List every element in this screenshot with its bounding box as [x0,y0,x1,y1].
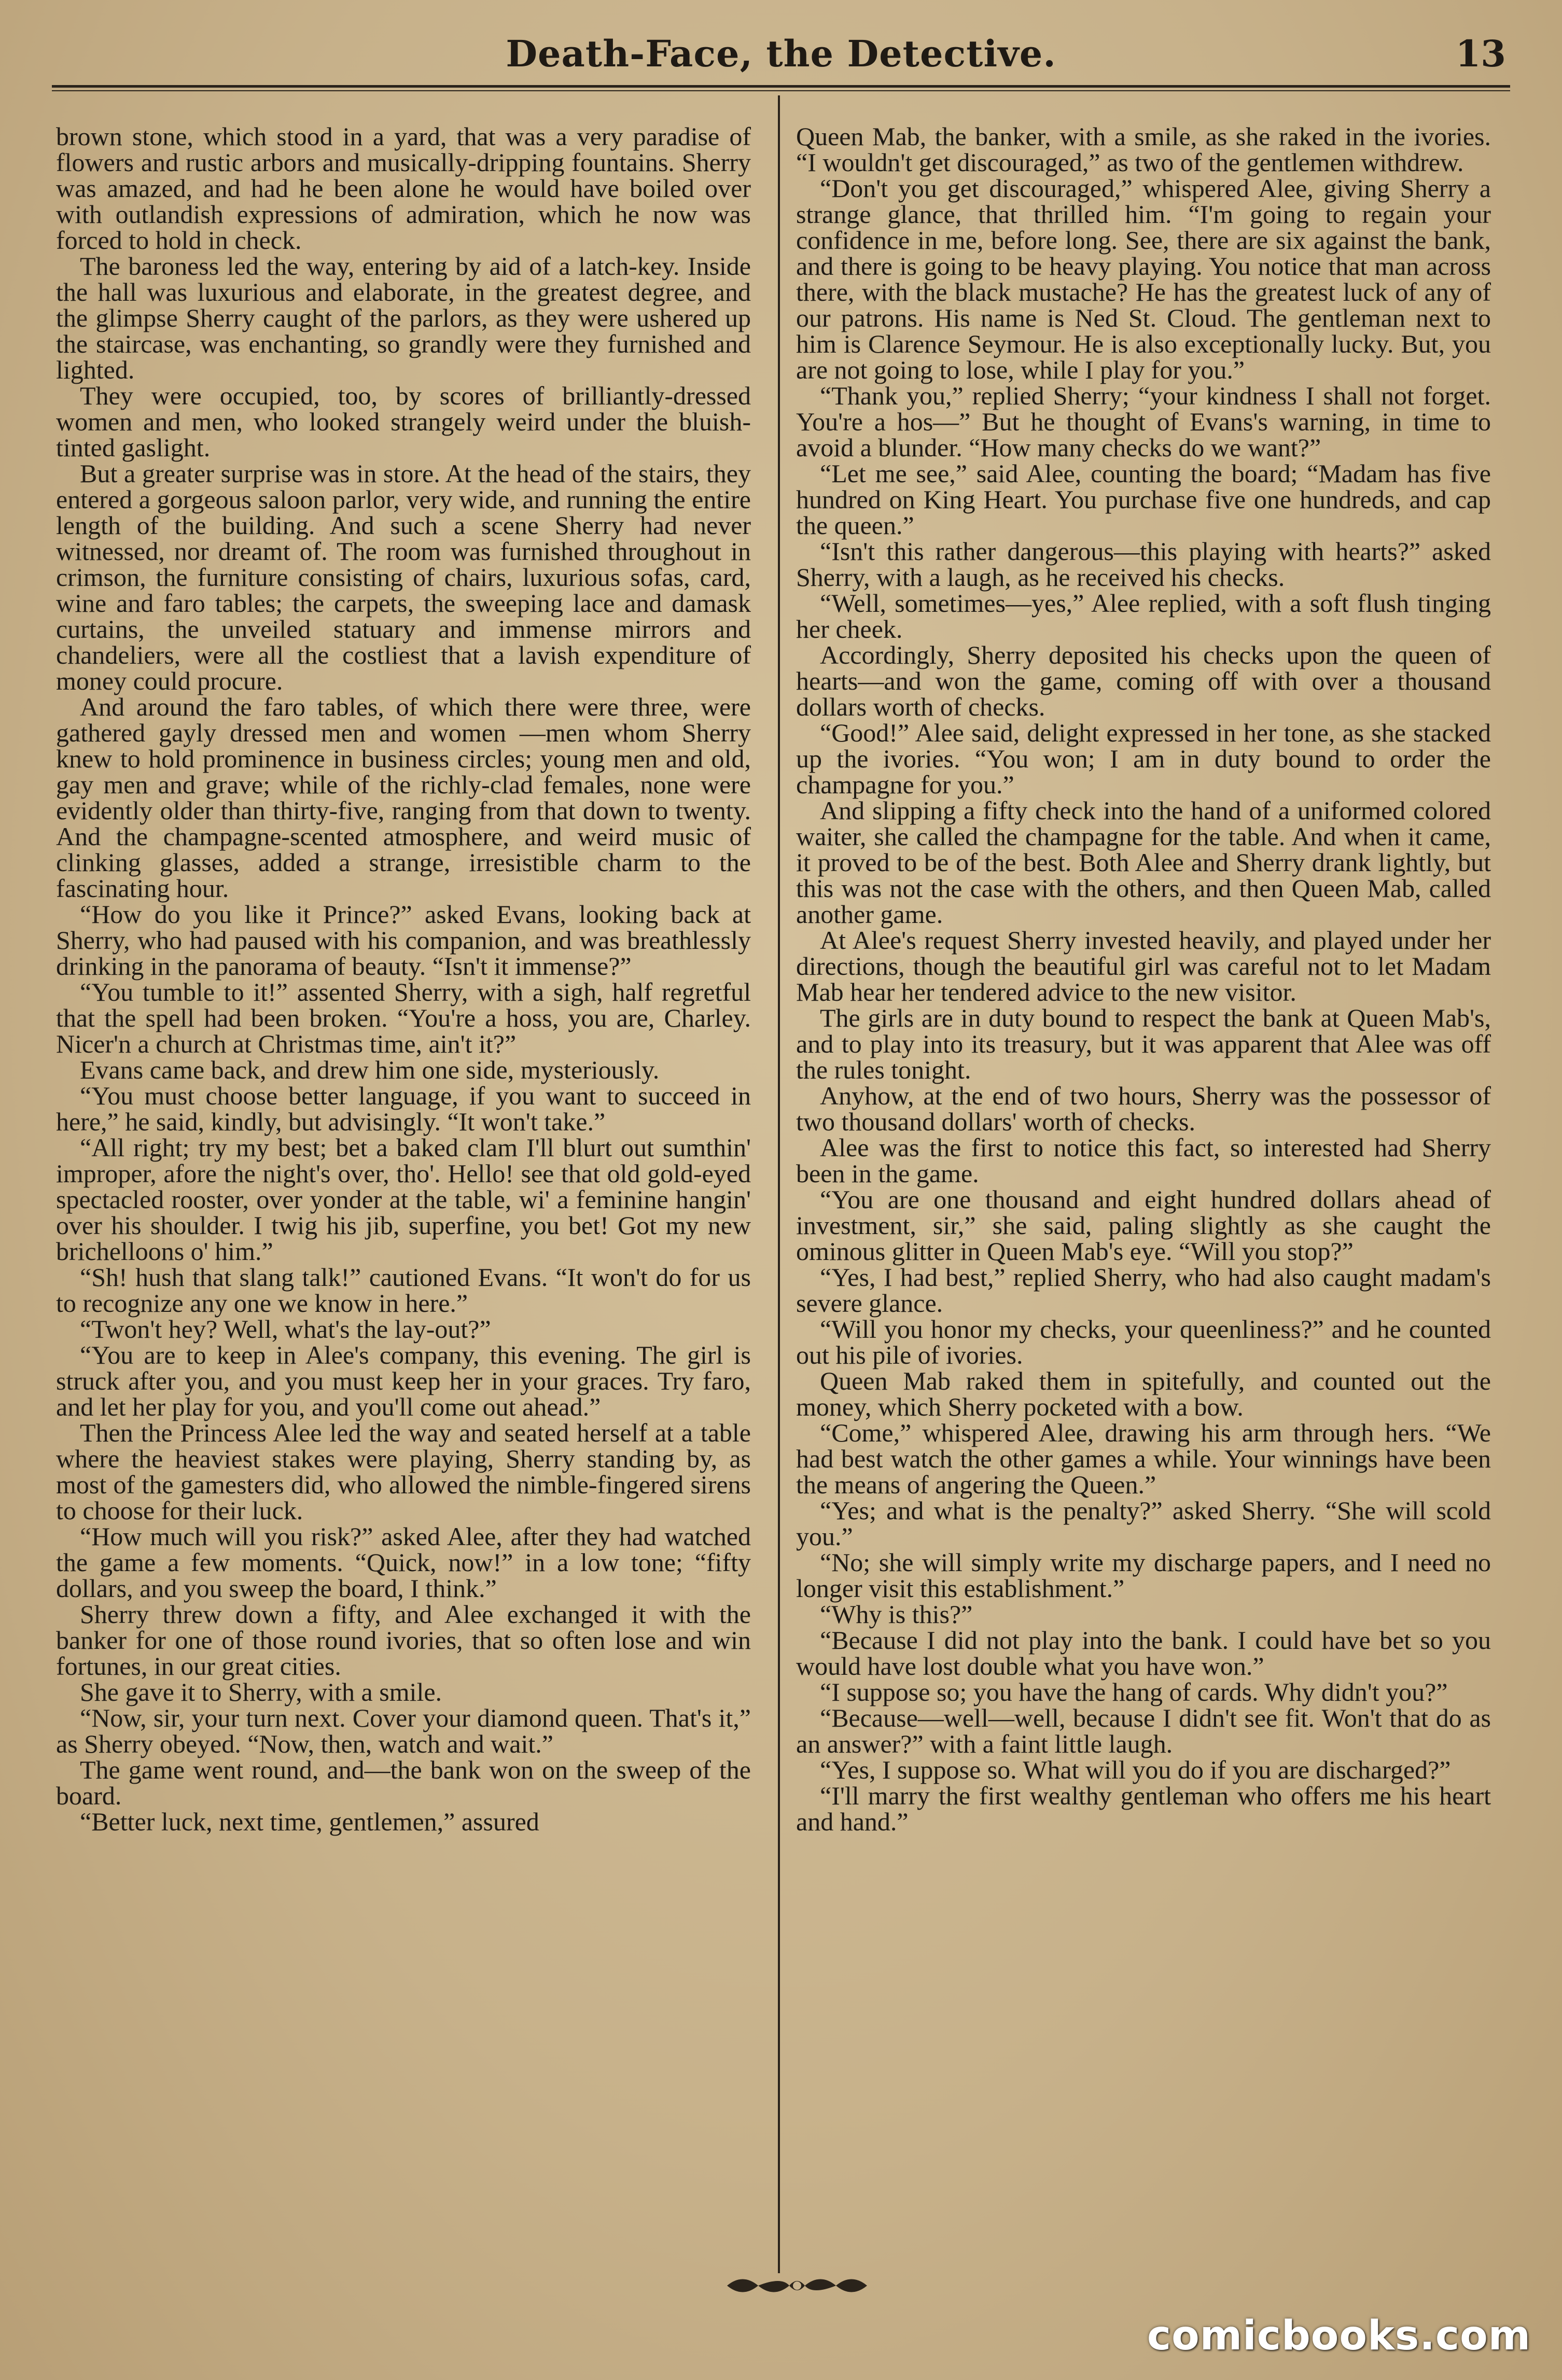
paragraph: “Yes, I suppose so. What will you do if you are discharged?” [820,1755,1451,1784]
paragraph: “Isn't this rather dangerous—this playing with hearts?” asked Sherry, with a laugh, as he received his checks. [796,537,1491,592]
paragraph: Accordingly, Sherry deposited his checks upon the queen of hearts—and won the game, coming off with over a thousand dollars worth of checks. [796,640,1491,721]
right-column [796,123,1491,1835]
paragraph: “Yes; and what is the penalty?” asked Sherry. “She will scold you.” [796,1496,1491,1551]
paragraph: “Twon't hey? Well, what's the lay-out?” [80,1314,491,1343]
paragraph: “Sh! hush that slang talk!” cautioned Evans. “It won't do for us to recognize any one we know in here.” [56,1263,751,1318]
paragraph: “You are one thousand and eight hundred dollars ahead of investment, sir,” she said, paling slightly as she caught the ominous glitter in Queen Mab's eye. “Will you stop?” [796,1185,1491,1266]
paragraph: But a greater surprise was in store. At the head of the stairs, they entered a gorgeous saloon parlor, very wide, and running the entire length of the building. And such a scene Sherry had never witnessed, nor dreamt of. The room was furnished throughout in crimson, the furniture consisting of chairs, luxurious sofas, card, wine and faro tables; the carpets, the sweeping lace and damask curtains, the unveiled statuary and immense mirrors and chandeliers, were all the costliest that a lavish expenditure of money could procure. [56,459,751,695]
paragraph: “Let me see,” said Alee, counting the board; “Madam has five hundred on King Heart. You purchase five one hundreds, and cap the queen.” [796,459,1491,540]
paragraph: “Yes, I had best,” replied Sherry, who had also caught madam's severe glance. [796,1263,1491,1318]
ornament-icon [722,2270,872,2301]
paragraph: The baroness led the way, entering by aid of a latch-key. Inside the hall was luxurious and elaborate, in the greatest degree, and the glimpse Sherry caught of the parlors, as they were ushered up the staircase, was enchanting, so grandly were they furnished and lighted. [56,251,751,384]
page-number: 13 [1455,32,1506,75]
paragraph: The game went round, and—the bank won on the sweep of the board. [56,1755,751,1810]
paragraph: She gave it to Sherry, with a smile. [80,1677,442,1706]
paragraph: Then the Princess Alee led the way and seated herself at a table where the heaviest stakes were playing, Sherry standing by, as most of the gamesters did, who allowed the nimble-fingered sirens to choose for their luck. [56,1418,751,1525]
paragraph: “Because I did not play into the bank. I could have bet so you would have lost double what you have won.” [796,1626,1491,1681]
paragraph: And slipping a fifty check into the hand of a uniformed colored waiter, she called the champagne for the table. And when it came, it proved to be of the best. Both Alee and Sherry drank lightly, but this was not the case with the others, and then Queen Mab, called another game. [796,796,1491,929]
paragraph: “Because—well—well, because I didn't see fit. Won't that do as an answer?” with a faint little laugh. [796,1703,1491,1758]
paragraph: They were occupied, too, by scores of brilliantly-dressed women and men, who looked strangely weird under the bluish-tinted gaslight. [56,381,751,462]
paragraph: “Will you honor my checks, your queenliness?” and he counted out his pile of ivories. [796,1314,1491,1369]
paragraph: “No; she will simply write my discharge papers, and I need no longer visit this establishment.” [796,1548,1491,1603]
page-title: Death-Face, the Detective. [506,32,1056,75]
header-rule [52,85,1510,88]
paragraph: Anyhow, at the end of two hours, Sherry was the possessor of two thousand dollars' worth of checks. [796,1081,1491,1136]
paragraph: “Well, sometimes—yes,” Alee replied, with a soft flush tinging her cheek. [796,589,1491,643]
paragraph: At Alee's request Sherry invested heavily, and played under her directions, though the beautiful girl was careful not to let Madam Mab hear her tendered advice to the new visitor. [796,926,1491,1006]
paragraph: Queen Mab, the banker, with a smile, as she raked in the ivories. “I wouldn't get discouraged,” as two of the gentlemen withdrew. [796,122,1491,177]
paragraph: Sherry threw down a fifty, and Alee exchanged it with the banker for one of those round ivories, that so often lose and win fortunes, in our great cities. [56,1600,751,1681]
paragraph: “I suppose so; you have the hang of cards. Why didn't you?” [820,1677,1448,1706]
paragraph: “Good!” Alee said, delight expressed in her tone, as she stacked up the ivories. “You won; I am in duty bound to order the champagne for you.” [796,718,1491,799]
left-column [56,123,751,1835]
paragraph: Evans came back, and drew him one side, mysteriously. [80,1055,660,1084]
paragraph: brown stone, which stood in a yard, that was a very paradise of flowers and rustic arbors and musically-dripping fountains. Sherry was amazed, and had he been alone he would have boiled over with outlandish expressions of admiration, which he now was forced to hold in check. [56,122,751,255]
paragraph: “All right; try my best; bet a baked clam I'll blurt out sumthin' improper, afore the night's over, tho'. Hello! see that old gold-eyed spectacled rooster, over yonder at the table, wi' a feminine hangin' over his shoulder. I twig his jib, superfine, you bet! Got my new brichelloons o' him.” [56,1133,751,1266]
paragraph: “How much will you risk?” asked Alee, after they had watched the game a few moments. “Quick, now!” in a low tone; “fifty dollars, and you sweep the board, I think.” [56,1522,751,1603]
paragraph: “Don't you get discouraged,” whispered Alee, giving Sherry a strange glance, that thrilled him. “I'm going to regain your confidence in me, before long. See, there are six against the bank, and there is going to be heavy playing. You notice that man across there, with the black mustache? He has the greatest luck of any of our patrons. His name is Ned St. Cloud. The gentleman next to him is Clarence Seymour. He is also exceptionally lucky. But, you are not going to lose, while I play for you.” [796,174,1491,384]
paragraph: “I'll marry the first wealthy gentleman who offers me his heart and hand.” [796,1781,1491,1836]
paragraph: “How do you like it Prince?” asked Evans, looking back at Sherry, who had paused with his companion, and was breathlessly drinking in the panorama of beauty. “Isn't it immense?” [56,900,751,981]
paragraph: “You tumble to it!” assented Sherry, with a sigh, half regretful that the spell had been broken. “You're a hoss, you are, Charley. Nicer'n a church at Christmas time, ain't it?” [56,977,751,1058]
paragraph: Alee was the first to notice this fact, so interested had Sherry been in the game. [796,1133,1491,1188]
watermark: comicbooks.com [1147,2313,1531,2359]
paragraph: “Better luck, next time, gentlemen,” assured [80,1807,539,1836]
header-rule-thin [52,90,1510,91]
paragraph: The girls are in duty bound to respect the bank at Queen Mab's, and to play into its treasury, but it was apparent that Alee was off the rules tonight. [796,1003,1491,1084]
column-divider [778,95,780,2273]
paragraph: “You are to keep in Alee's company, this evening. The girl is struck after you, and you must keep her in your graces. Try faro, and let her play for you, and you'll come out ahead.” [56,1340,751,1421]
paragraph: “You must choose better language, if you want to succeed in here,” he said, kindly, but advisingly. “It won't take.” [56,1081,751,1136]
paragraph: Queen Mab raked them in spitefully, and counted out the money, which Sherry pocketed with a bow. [796,1366,1491,1421]
paragraph: “Why is this?” [820,1600,973,1629]
paragraph: And around the faro tables, of which there were three, were gathered gayly dressed men and women —men whom Sherry knew to hold prominence in business circles; young men and old, gay men and grave; while of the richly-clad females, none were evidently older than thirty-five, ranging from that down to twenty. And the champagne-scented atmosphere, and weird music of clinking glasses, added a strange, irresistible charm to the fascinating hour. [56,692,751,903]
paragraph: “Now, sir, your turn next. Cover your diamond queen. That's it,” as Sherry obeyed. “Now, then, watch and wait.” [56,1703,751,1758]
paragraph: “Come,” whispered Alee, drawing his arm through hers. “We had best watch the other games a while. Your winnings have been the means of angering the Queen.” [796,1418,1491,1499]
paragraph: “Thank you,” replied Sherry; “your kindness I shall not forget. You're a hos—” But he thought of Evans's warning, in time to avoid a blunder. “How many checks do we want?” [796,381,1491,462]
